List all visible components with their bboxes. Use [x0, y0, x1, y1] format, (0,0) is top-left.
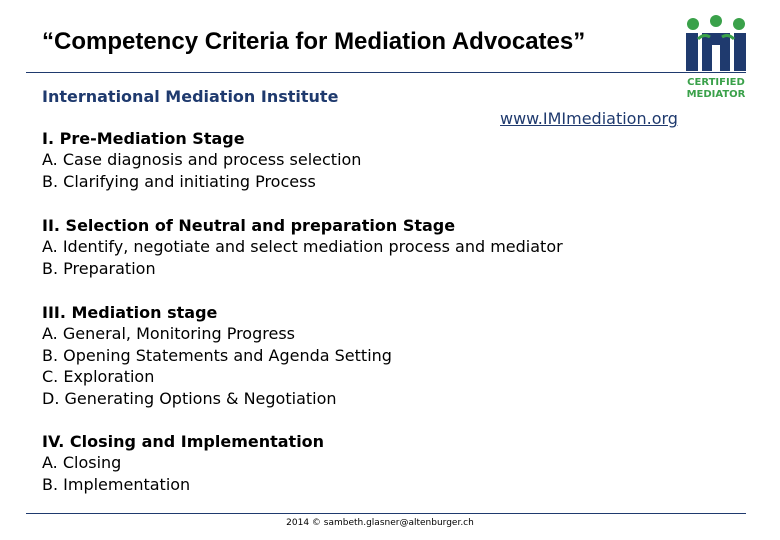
section-closing-implementation — [42, 431, 324, 495]
list-item: C. Exploration — [42, 367, 155, 386]
list-item: A. Closing — [42, 453, 122, 472]
footer-divider — [26, 513, 746, 514]
list-item: B. Preparation — [42, 258, 156, 278]
logo-line-certified: CERTIFIED — [687, 77, 745, 88]
footer-copyright: 2014 © sambeth.glasner@altenburger.ch — [286, 518, 474, 528]
list-item: A. General, Monitoring Progress — [42, 324, 295, 343]
section-heading: III. Mediation stage — [42, 303, 218, 322]
header-divider — [26, 72, 746, 73]
list-item: B. Opening Statements and Agenda Setting — [42, 345, 392, 365]
list-item: A. Identify, negotiate and select mediation process and mediator — [42, 237, 563, 256]
slide-title: “Competency Criteria for Mediation Advocates” — [42, 28, 586, 55]
logo-line-mediator: MEDIATOR — [686, 89, 746, 100]
section-heading: I. Pre-Mediation Stage — [42, 129, 245, 148]
list-item: A. Case diagnosis and process selection — [42, 150, 362, 169]
section-heading: II. Selection of Neutral and preparation Stage — [42, 216, 456, 235]
section-pre-mediation — [42, 128, 361, 192]
organization-name: International Mediation Institute — [42, 87, 339, 106]
section-mediation-stage — [42, 302, 392, 409]
list-item: D. Generating Options & Negotiation — [42, 388, 337, 408]
list-item: B. Clarifying and initiating Process — [42, 171, 316, 191]
section-selection-of-neutral — [42, 215, 563, 279]
imi-certified-mediator-logo — [682, 15, 750, 101]
section-heading: IV. Closing and Implementation — [42, 432, 325, 451]
list-item: B. Implementation — [42, 474, 191, 494]
website-link[interactable]: www.IMImediation.org — [500, 109, 678, 128]
